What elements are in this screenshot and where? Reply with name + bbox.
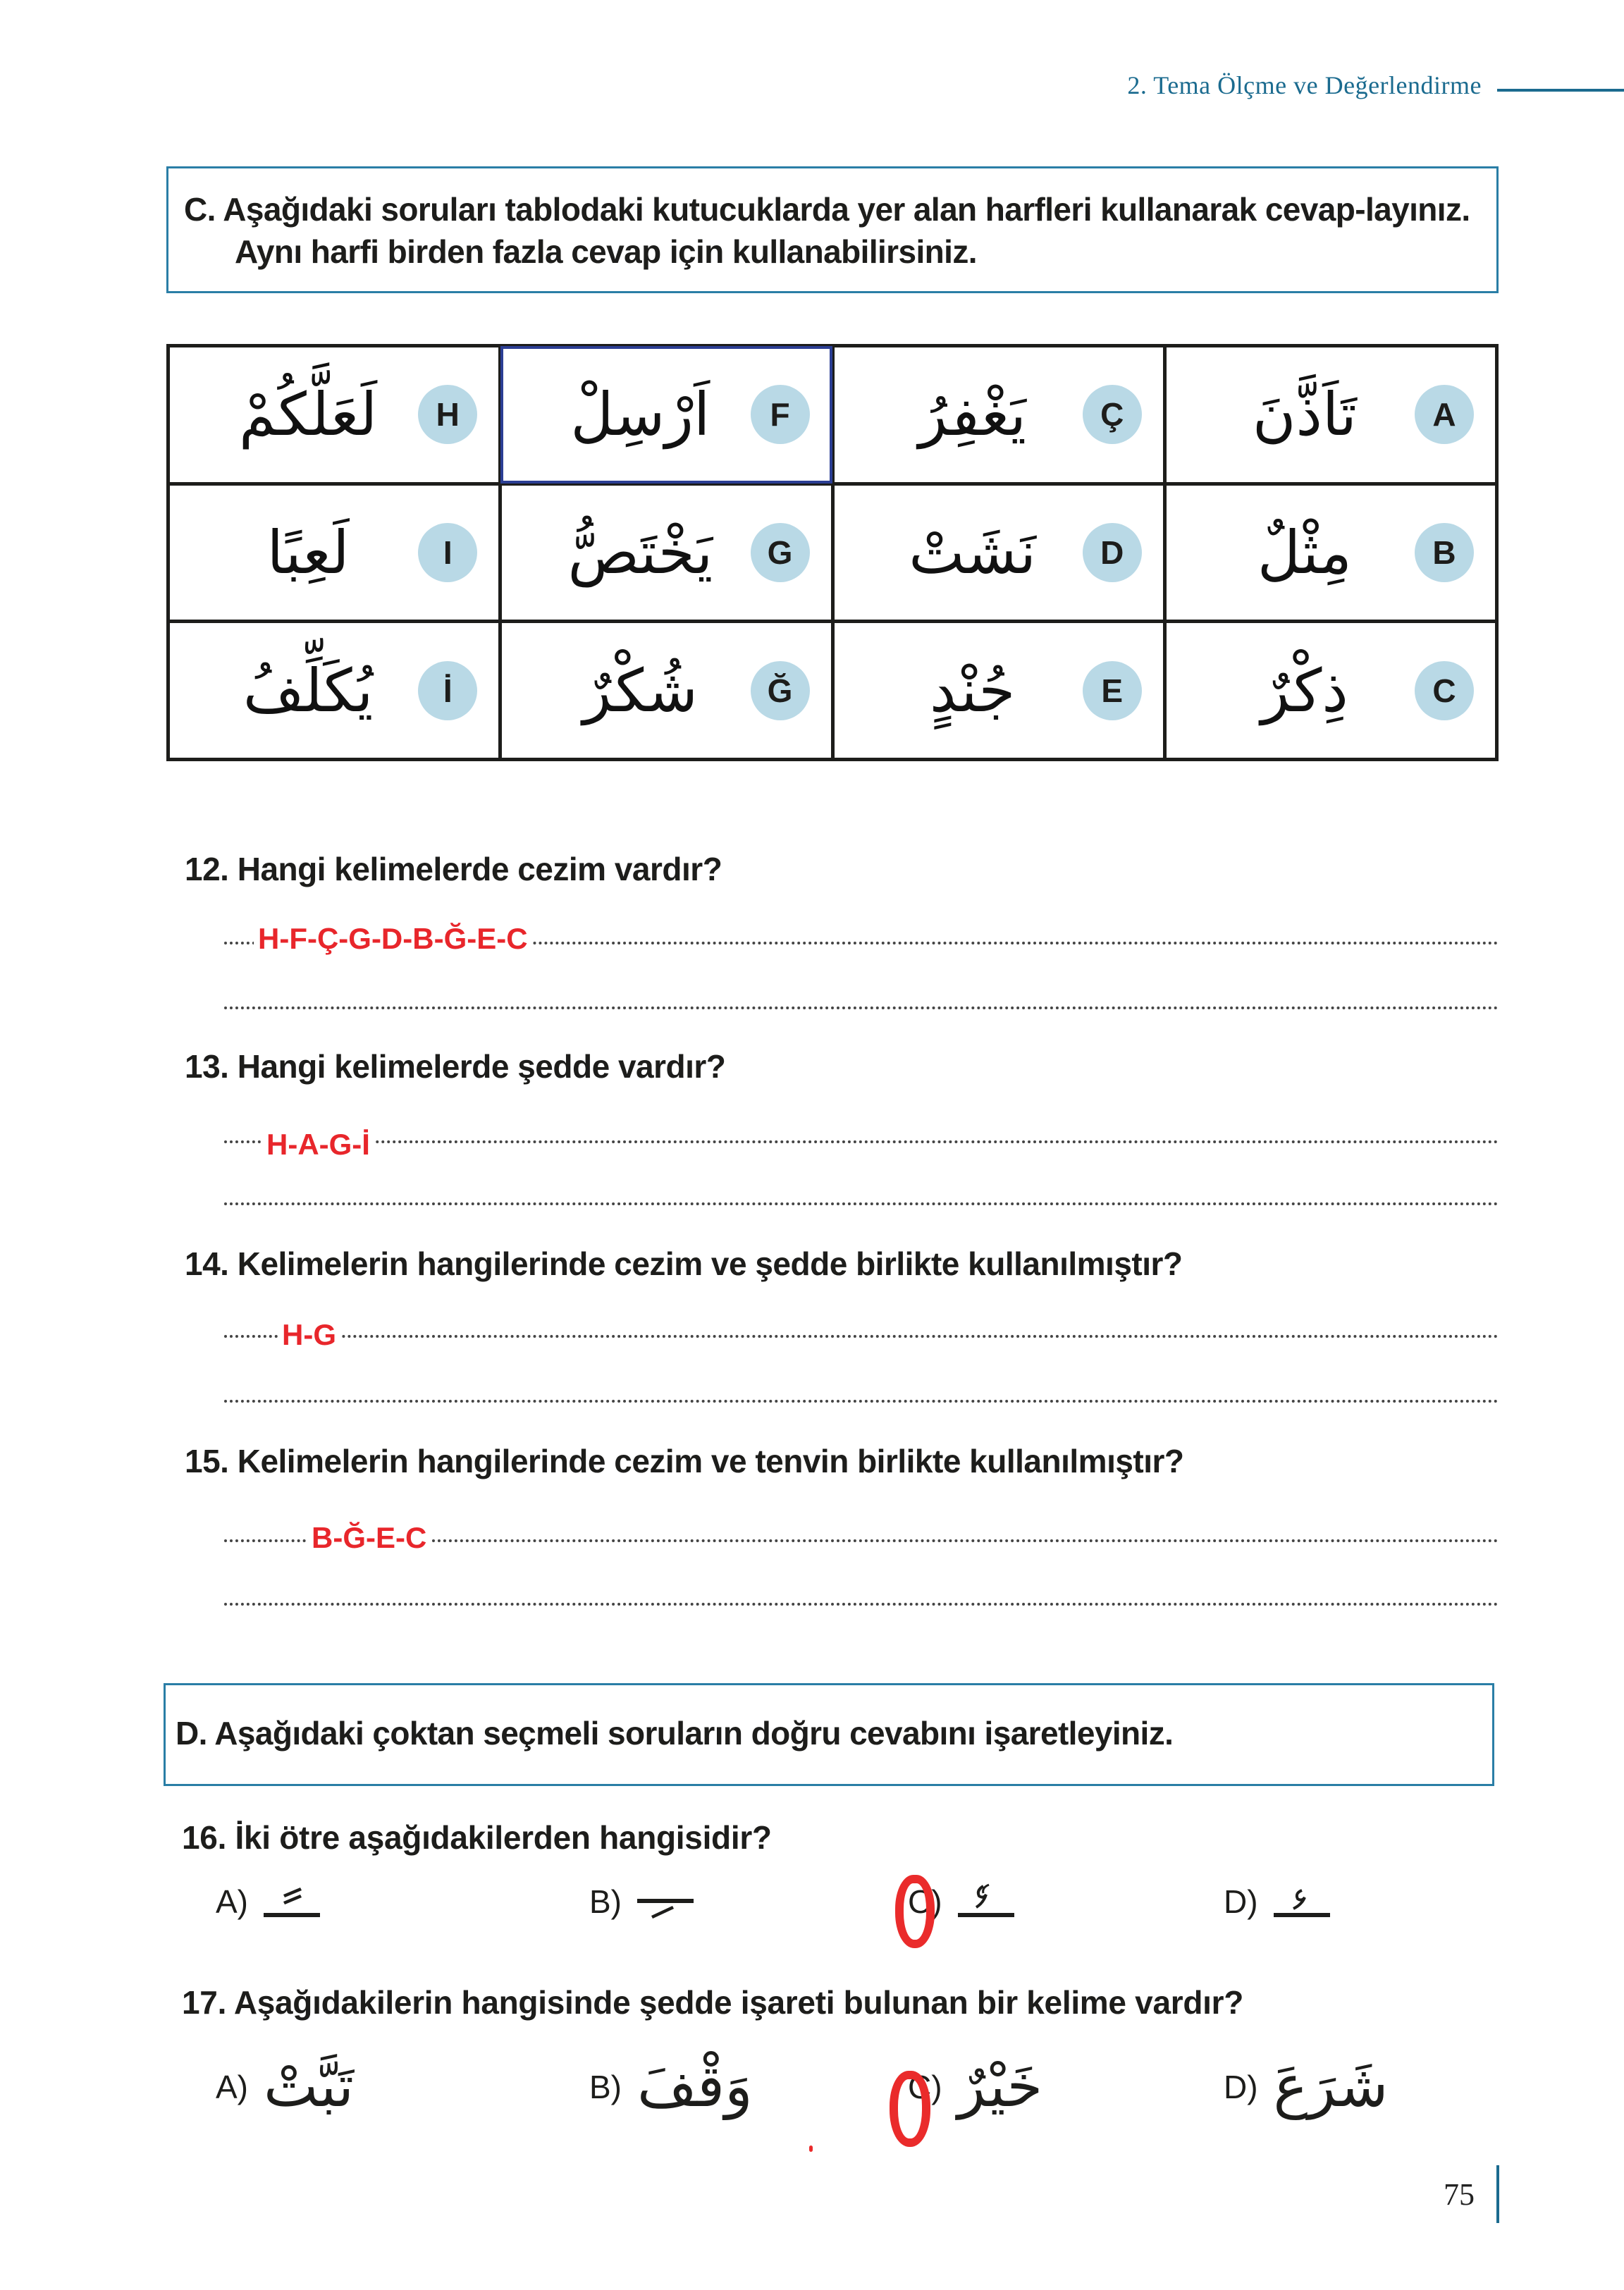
table-cell-i-dotted	[168, 622, 500, 760]
question-17: 17. Aşağıdakilerin hangisinde şedde işareti bulunan bir kelime vardır?	[182, 1984, 1244, 2021]
question-16: 16. İki ötre aşağıdakilerden hangisidir?	[182, 1819, 772, 1856]
q17-option-a[interactable]	[216, 2053, 355, 2120]
page-header	[1127, 68, 1624, 103]
section-d-box	[164, 1683, 1494, 1786]
letter-badge: İ	[418, 661, 477, 720]
q16-option-a[interactable]	[216, 1880, 320, 1923]
selected-answer-mark-q16	[895, 1875, 935, 1948]
letter-badge: A	[1415, 385, 1474, 444]
option-label: C)	[908, 2069, 942, 2105]
arabic-word: يَخْتَصُّ	[567, 517, 713, 587]
table-cell-g-breve	[500, 622, 832, 760]
question-12: 12. Hangi kelimelerde cezim vardır?	[185, 851, 722, 887]
arabic-word: نَشَتْ	[909, 517, 1037, 587]
arabic-word: يَغْفِرُ	[918, 380, 1026, 450]
option-label: D)	[1224, 2069, 1258, 2105]
question-13: 13. Hangi kelimelerde şedde vardır?	[185, 1048, 726, 1085]
arabic-word: تَاَذَّنَ	[1252, 380, 1357, 450]
answer-12[interactable]: H-F-Ç-G-D-B-Ğ-E-C	[254, 922, 532, 956]
table-row	[168, 622, 1497, 760]
q16-option-d[interactable]	[1224, 1880, 1330, 1923]
table-cell-e	[832, 622, 1164, 760]
answer-line-13a[interactable]	[224, 1138, 1499, 1143]
answer-line-14b[interactable]	[224, 1397, 1499, 1403]
damma-icon	[1274, 1880, 1330, 1923]
letter-badge: C	[1415, 661, 1474, 720]
arabic-word: تَبَّتْ	[264, 2053, 355, 2120]
arabic-word: لَعَلَّكُمْ	[239, 380, 378, 450]
question-15: 15. Kelimelerin hangilerinde cezim ve tenvin birlikte kullanılmıştır?	[185, 1443, 1184, 1479]
arabic-word: ذِكْرٌ	[1261, 655, 1348, 725]
letter-badge: G	[751, 523, 810, 582]
table-cell-f	[500, 346, 832, 484]
q17-option-b[interactable]	[589, 2053, 753, 2120]
answer-line-14a[interactable]	[224, 1332, 1499, 1338]
option-label: C)	[908, 1883, 942, 1920]
section-d-instruction: D. Aşağıdaki çoktan seçmeli soruların doğru cevabını işaretleyiniz.	[176, 1715, 1174, 1752]
table-cell-i-dotless	[168, 484, 500, 622]
section-c-instruction: C. Aşağıdaki soruları tablodaki kutucuklarda yer alan harfleri kullanarak cevap-layınız. Aynı harfi birden fazla cevap için kullanabilirsiniz.	[184, 191, 1470, 270]
answer-line-12b[interactable]	[224, 1004, 1499, 1009]
letter-badge: H	[418, 385, 477, 444]
arabic-word: جُنْدٍ	[929, 655, 1016, 725]
table-cell-g	[500, 484, 832, 622]
kasra-icon	[637, 1880, 694, 1923]
letter-badge: Ğ	[751, 661, 810, 720]
word-table	[166, 344, 1499, 761]
option-label: B)	[589, 2069, 622, 2105]
option-label: D)	[1224, 1883, 1258, 1920]
letter-badge: E	[1083, 661, 1142, 720]
answer-15[interactable]: B-Ğ-E-C	[307, 1521, 431, 1555]
arabic-word: اَرْسِلْ	[570, 380, 710, 450]
q16-option-b[interactable]	[589, 1880, 694, 1923]
answer-14[interactable]: H-G	[278, 1318, 340, 1352]
page-number-rule	[1496, 2165, 1499, 2223]
chapter-title: 2. Tema Ölçme ve Değerlendirme	[1127, 71, 1482, 99]
arabic-word: لَعِبًا	[266, 517, 350, 587]
arabic-word: خَيْرٌ	[957, 2053, 1043, 2120]
q17-option-d[interactable]	[1224, 2053, 1389, 2120]
red-pen-dot	[809, 2146, 813, 2152]
selected-answer-mark-q17	[890, 2071, 930, 2147]
option-label: A)	[216, 2069, 248, 2105]
option-label: A)	[216, 1883, 248, 1920]
letter-badge: Ç	[1083, 385, 1142, 444]
header-rule	[1497, 89, 1624, 92]
arabic-word: يُكَلِّفُ	[242, 655, 374, 725]
letter-badge: F	[751, 385, 810, 444]
answer-13[interactable]: H-A-G-İ	[262, 1128, 374, 1162]
arabic-word: وَقْفَ	[637, 2053, 753, 2120]
table-cell-c	[1164, 622, 1496, 760]
table-cell-c-cedilla	[832, 346, 1164, 484]
arabic-word: مِثْلٌ	[1257, 517, 1352, 587]
letter-badge: D	[1083, 523, 1142, 582]
answer-line-15b[interactable]	[224, 1600, 1499, 1606]
table-cell-b	[1164, 484, 1496, 622]
table-cell-d	[832, 484, 1164, 622]
table-row	[168, 484, 1497, 622]
letter-badge: I	[418, 523, 477, 582]
table-cell-a	[1164, 346, 1496, 484]
page-number: 75	[1444, 2177, 1475, 2212]
question-14: 14. Kelimelerin hangilerinde cezim ve şedde birlikte kullanılmıştır?	[185, 1245, 1183, 1282]
double-damma-icon	[958, 1880, 1014, 1923]
letter-badge: B	[1415, 523, 1474, 582]
option-label: B)	[589, 1883, 622, 1920]
section-c-box	[166, 166, 1499, 293]
table-row	[168, 346, 1497, 484]
double-fatha-icon	[264, 1880, 320, 1923]
answer-line-13b[interactable]	[224, 1200, 1499, 1205]
arabic-word: شَرَعَ	[1273, 2053, 1389, 2120]
arabic-word: شُكْرٌ	[582, 655, 698, 725]
table-cell-h	[168, 346, 500, 484]
